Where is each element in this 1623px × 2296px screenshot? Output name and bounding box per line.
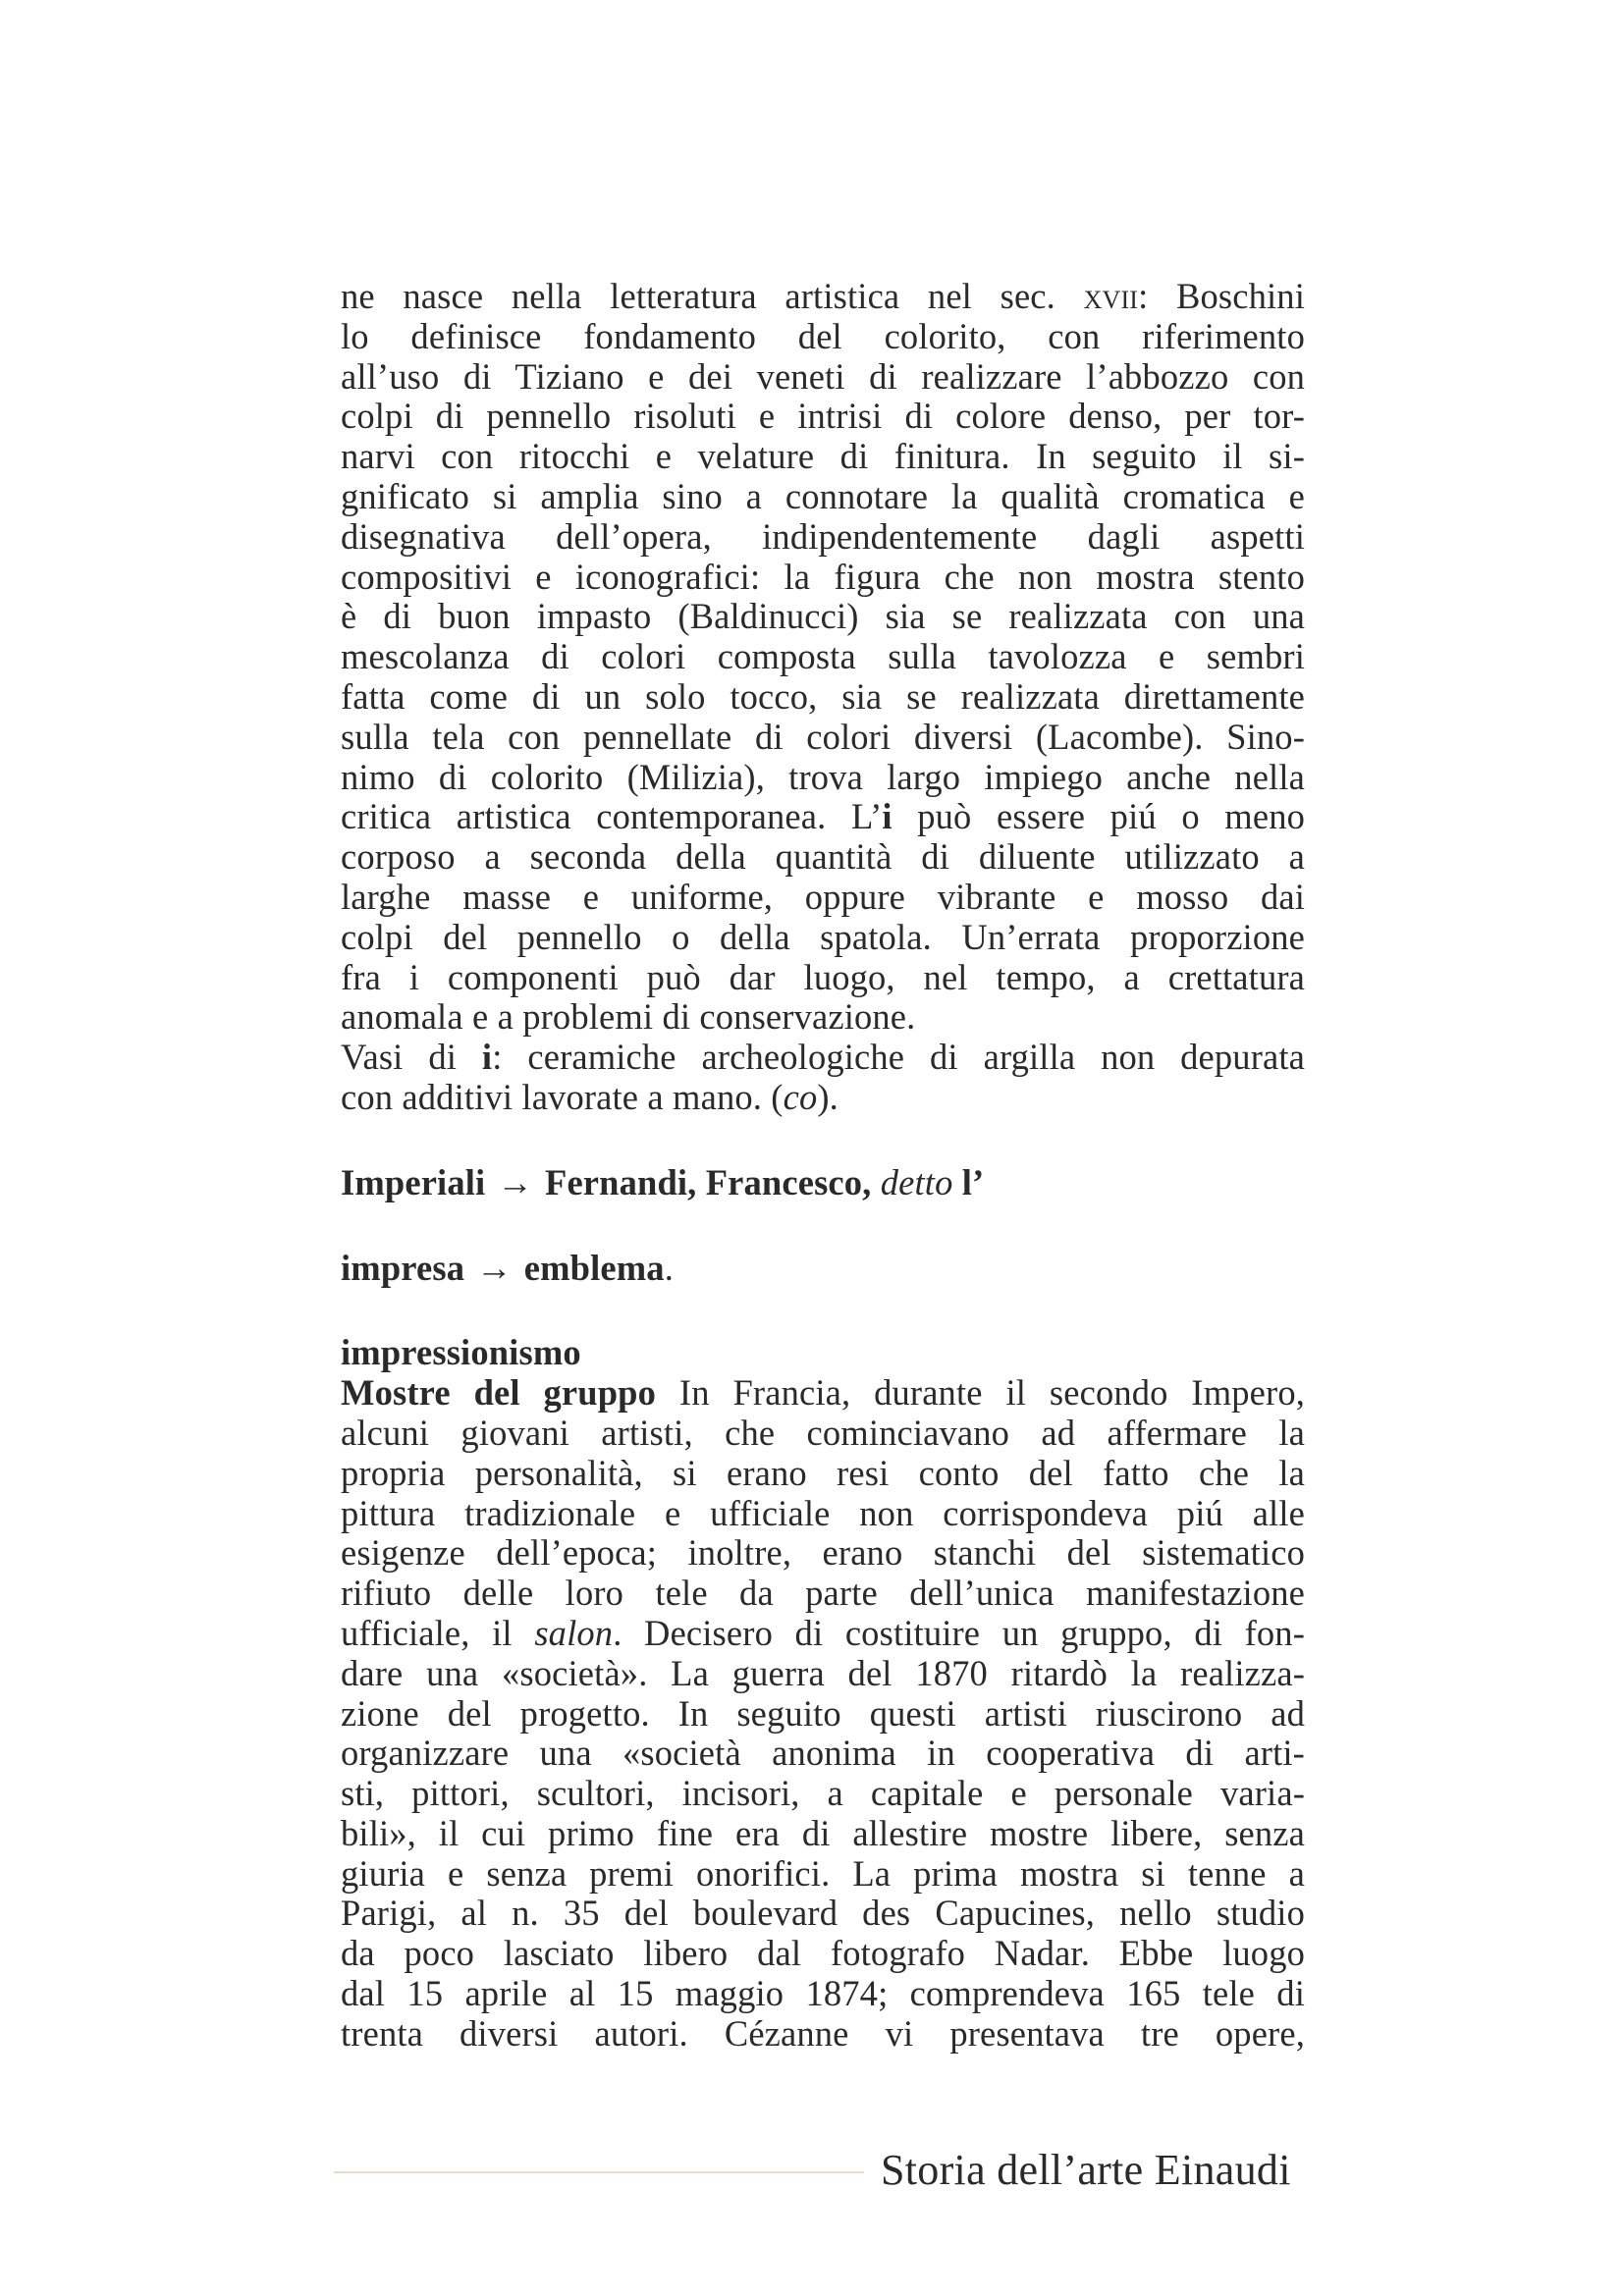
headword-abbrev: i — [481, 1037, 493, 1078]
paragraph-impasto — [341, 277, 1305, 1118]
detto-label: detto — [880, 1161, 953, 1202]
text-line: con additivi lavorate a mano. (co). — [341, 1076, 839, 1117]
text-line: organizzare una «società anonima in cooperativa di arti- — [341, 1733, 1305, 1774]
text-line: disegnativa dell’opera, indipendentemente dagli aspetti — [341, 515, 1305, 557]
text-line: compositivi e iconografici: la figura che non mostra stento — [341, 556, 1305, 597]
text-line: larghe masse e uniforme, oppure vibrante e mosso dai — [341, 876, 1305, 917]
text-line: bili», il cui primo fine era di allestire mostre libere, senza — [341, 1812, 1305, 1853]
text-line: all’uso di Tiziano e dei veneti di realizzare l’abbozzo con — [341, 355, 1305, 397]
footer-divider — [334, 2171, 864, 2173]
text-line: colpi di pennello risoluti e intrisi di colore denso, per tor- — [341, 396, 1305, 437]
cross-reference-arrow-icon: → — [497, 1161, 533, 1202]
text-line: fatta come di un solo tocco, sia se realizzata direttamente — [341, 675, 1305, 717]
text-line: Parigi, al n. 35 del boulevard des Capucines, nello studio — [341, 1893, 1305, 1934]
headword-impresa: impresa — [341, 1247, 465, 1288]
cross-reference-link[interactable]: emblema — [523, 1247, 665, 1288]
text-line: da poco lasciato libero dal fotografo Nadar. Ebbe luogo — [341, 1933, 1305, 1974]
text-line: giuria e senza premi onorifici. La prima mostra si tenne a — [341, 1852, 1305, 1894]
text-line: narvi con ritocchi e velature di finitura. In seguito il si- — [341, 436, 1305, 477]
spacer — [341, 1288, 1305, 1333]
entry-impressionismo — [341, 1333, 1305, 2054]
century-numeral: xvii — [1083, 276, 1139, 316]
spacer — [341, 1203, 1305, 1249]
text-line: alcuni giovani artisti, che cominciavano ad affermare la — [341, 1412, 1305, 1453]
cross-reference-link[interactable]: Fernandi, Francesco, — [545, 1161, 872, 1202]
page-body — [341, 277, 1305, 2055]
text-line: anomala e a problemi di conservazione. — [341, 996, 916, 1038]
headword-abbrev: i — [882, 796, 893, 837]
text-line: propria personalità, si erano resi conto del fatto che la — [341, 1452, 1305, 1493]
article-suffix: l’ — [961, 1161, 985, 1202]
text-line: trenta diversi autori. Cézanne vi presentava tre opere, — [341, 2012, 1305, 2054]
text-line: colpi del pennello o della spatola. Un’errata proporzione — [341, 916, 1305, 957]
text-line: ufficiale, il salon. Decisero di costituire un gruppo, di fon- — [341, 1612, 1306, 1653]
cross-reference-arrow-icon: → — [476, 1247, 513, 1288]
text-line: esigenze dell’epoca; inoltre, erano stanchi del sistematico — [341, 1532, 1305, 1574]
text-line: Vasi di i: ceramiche archeologiche di argilla non depurata — [341, 1037, 1306, 1078]
entry-impresa: impresa → emblema. — [341, 1247, 674, 1288]
text-line: è di buon impasto (Baldinucci) sia se realizzata con una — [341, 596, 1305, 637]
text-line: fra i componenti può dar luogo, nel tempo, a crettatura — [341, 956, 1305, 997]
text-line: pittura tradizionale e ufficiale non corrispondeva piú alle — [341, 1492, 1305, 1533]
footer-title: Storia dell’arte Einaudi — [881, 2146, 1291, 2194]
text-line: Mostre del gruppo In Francia, durante il secondo Impero, — [341, 1372, 1306, 1414]
spacer — [341, 1118, 1305, 1163]
text-line: lo definisce fondamento del colorito, con riferimento — [341, 315, 1305, 356]
text-line: zione del progetto. In seguito questi artisti riuscirono ad — [341, 1692, 1305, 1734]
text-line: mescolanza di colori composta sulla tavolozza e sembri — [341, 636, 1305, 677]
text-line: sti, pittori, scultori, incisori, a capitale e personale varia- — [341, 1773, 1305, 1814]
headword-impressionismo: impressionismo — [341, 1332, 581, 1373]
text-line: critica artistica contemporanea. L’i può essere piú o meno — [341, 796, 1305, 837]
text-line: nimo di colorito (Milizia), trova largo impiego anche nella — [341, 756, 1305, 797]
text-line: ne nasce nella letteratura artistica nel sec. xvii: Boschini — [341, 276, 1305, 316]
text-line: corposo a seconda della quantità di diluente utilizzato a — [341, 836, 1305, 878]
text-line: rifiuto delle loro tele da parte dell’unica manifestazione — [341, 1573, 1305, 1614]
text-line: dare una «società». La guerra del 1870 ritardò la realizza- — [341, 1652, 1305, 1693]
text-line: sulla tela con pennellate di colori diversi (Lacombe). Sino- — [341, 716, 1305, 757]
headword-imperiali: Imperiali — [341, 1161, 486, 1202]
author-initials: co — [783, 1076, 818, 1117]
section-heading: Mostre del gruppo — [341, 1372, 657, 1414]
text-line: gnificato si amplia sino a connotare la qualità cromatica e — [341, 475, 1305, 516]
text-line: dal 15 aprile al 15 maggio 1874; comprendeva 165 tele di — [341, 1973, 1305, 2014]
entry-imperiali — [341, 1163, 1305, 1203]
salon-term: salon — [534, 1612, 614, 1653]
